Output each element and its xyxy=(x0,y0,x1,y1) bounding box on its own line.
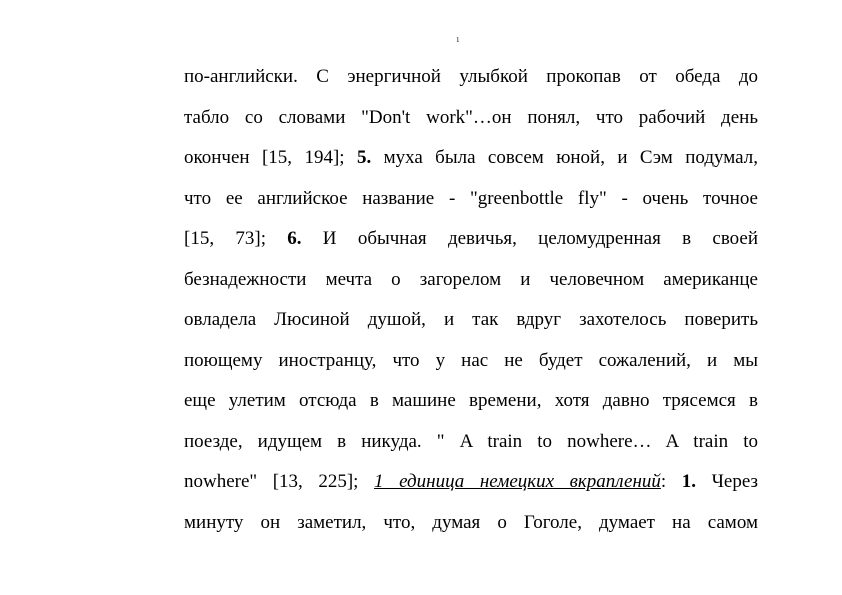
body-text xyxy=(184,57,758,543)
text-line: по-английски. С энергичной улыбкой прокопав от обеда до xyxy=(184,66,758,87)
text-segment: nowhere" [13, 225]; xyxy=(184,471,375,492)
example-number: 5. xyxy=(356,147,372,168)
text-segment: муха была совсем юной, и Сэм подумал, xyxy=(371,147,758,168)
text-line xyxy=(184,138,758,179)
text-segment: Через xyxy=(696,471,759,492)
page-number: 1 xyxy=(456,36,460,44)
text-segment: [15, 73]; xyxy=(184,228,288,249)
section-heading-inline: 1 единица немецких вкраплений xyxy=(374,471,661,492)
text-line: табло со словами "Don't work"…он понял, что рабочий день xyxy=(184,106,758,128)
text-line: еще улетим отсюда в машине времени, хотя давно трясемся в xyxy=(184,390,758,411)
text-line: поезде, идущем в никуда. " A train to nowhere… A train to xyxy=(184,430,758,452)
text-segment: : xyxy=(660,471,682,492)
text-segment: окончен [15, 194]; xyxy=(184,147,357,168)
text-line: овладела Люсиной душой, и так вдруг захотелось поверить xyxy=(184,309,758,330)
text-line: минуту он заметил, что, думая о Гоголе, думает на самом xyxy=(184,511,758,533)
example-number: 6. xyxy=(287,228,302,249)
text-line: поющему иностранцу, что у нас не будет сожалений, и мы xyxy=(184,349,758,371)
example-number: 1. xyxy=(681,471,697,492)
text-line xyxy=(184,219,758,260)
text-line: безнадежности мечта о загорелом и человечном американце xyxy=(184,268,758,290)
text-segment: И обычная девичья, целомудренная в своей xyxy=(301,228,758,249)
text-line: что ее английское название - "greenbottle fly" - очень точное xyxy=(184,187,758,209)
text-line xyxy=(184,462,758,503)
